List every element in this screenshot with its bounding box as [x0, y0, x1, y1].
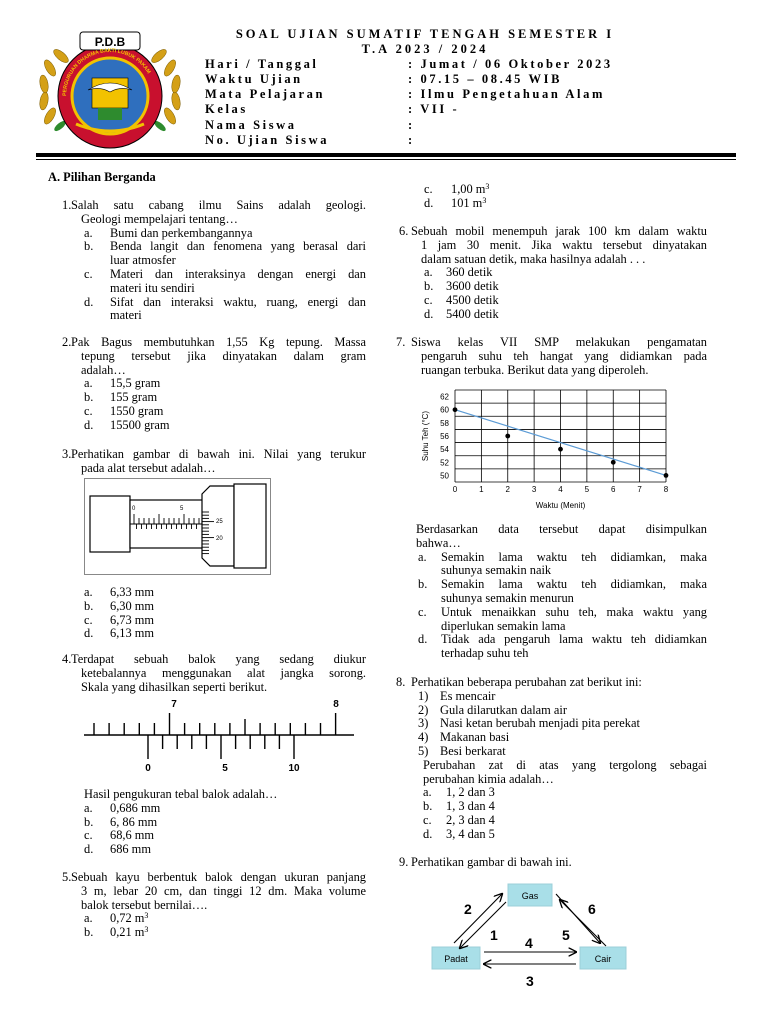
q2-option-1-letter: b.	[84, 390, 94, 405]
q9-text-line-0: Perhatikan gambar di bawah ini.	[411, 855, 572, 869]
q5-option-3-exponent: 3	[482, 195, 487, 205]
chart-y-tick: 56	[440, 432, 449, 441]
q8-after-line-1: perubahan kimia adalah…	[423, 771, 554, 786]
chart-y-tick: 62	[440, 392, 449, 402]
q5-option-1-exponent: 3	[144, 925, 149, 935]
q6-option-2-letter: c.	[424, 293, 433, 307]
label-4: 4	[525, 935, 533, 951]
header-value-1: : 07.15 – 08.45 WIB	[408, 72, 563, 86]
q1-number: 1.	[62, 198, 72, 212]
header-divider-thin	[36, 159, 736, 160]
q7-option-1-line-1: suhunya semakin menurun	[441, 591, 574, 605]
q6-text-line-2: dalam satuan detik, maka hasilnya adalah . . .	[421, 251, 646, 266]
chart-point-3	[611, 460, 616, 465]
vernier-label-10: 10	[288, 763, 300, 774]
chart-x-tick: 8	[663, 485, 669, 494]
q4-option-3-letter: d.	[84, 842, 94, 857]
q7-after-line-1: bahwa…	[416, 535, 461, 550]
q5-option-1-letter: b.	[84, 925, 94, 940]
q8-item-0-number: 1)	[418, 688, 429, 703]
q5-option-3-value: 101 m	[451, 195, 483, 210]
q2-option-2-text: 1550 gram	[110, 404, 164, 418]
q7-text-line-1: pengaruh suhu teh hangat yang didiamkan pada	[421, 348, 707, 363]
chart-y-label: Suhu Teh (°C)	[421, 410, 430, 462]
q9-number: 9.	[399, 855, 409, 869]
q3-option-3-text: 6,13 mm	[110, 626, 155, 641]
chart-point-0	[453, 407, 458, 412]
main-scale-label-7: 7	[171, 699, 177, 710]
q7-option-2-line-1: diperlukan semakin lama	[441, 618, 566, 633]
chart-x-tick: 0	[452, 485, 458, 494]
q3-option-1-text: 6,30 mm	[110, 598, 155, 613]
q1-option-3-line-0: Sifat dan interaksi waktu, ruang, energi dan	[110, 294, 366, 309]
q1-option-0-line-0: Bumi dan perkembangannya	[110, 225, 253, 240]
logo-text: P.D.B	[94, 35, 126, 49]
q6-number: 6.	[399, 224, 409, 238]
header-label-3: Kelas	[205, 102, 248, 116]
liquid-label: Cair	[594, 954, 612, 964]
header-label-4: Nama Siswa	[205, 118, 297, 132]
q6-option-0-letter: a.	[424, 265, 433, 280]
chart-point-4	[664, 473, 669, 478]
q5-number: 5.	[62, 870, 72, 884]
q7-option-2-line-0: Untuk menaikkan suhu teh, maka waktu yang	[441, 604, 707, 619]
q7-option-1-line-0: Semakin lama waktu teh didiamkan, maka	[441, 577, 707, 592]
q2-option-1-text: 155 gram	[110, 390, 158, 405]
chart-y-tick: 60	[440, 405, 449, 415]
q8-option-0-letter: a.	[423, 785, 432, 800]
q8-number: 8.	[396, 675, 406, 689]
header-value-2: : Ilmu Pengetahuan Alam	[408, 87, 605, 101]
q4-option-0-letter: a.	[84, 800, 93, 815]
q1-option-3-line-1: materi	[110, 308, 142, 323]
q8-item-4-number: 5)	[418, 744, 429, 758]
q5-option-2-letter: c.	[424, 182, 433, 196]
q4-text-line-0: Terdapat sebuah balok yang sedang diukur	[71, 652, 366, 666]
q1-text-line-0: Salah satu cabang ilmu Sains adalah geologi.	[71, 198, 366, 212]
q2-option-2-letter: c.	[84, 404, 93, 418]
q2-option-3-text: 15500 gram	[110, 417, 170, 432]
q8-item-2-number: 3)	[418, 716, 429, 731]
q1-option-2-line-0: Materi dan interaksinya dengan energi dan	[110, 267, 366, 281]
q2-text-line-0: Pak Bagus membutuhkan 1,55 Kg tepung. Massa	[71, 335, 366, 349]
q5-option-0-text	[110, 912, 148, 926]
q8-item-0-text: Es mencair	[440, 688, 496, 703]
chart-y-tick: 50	[440, 471, 449, 481]
q7-option-0-letter: a.	[418, 549, 427, 564]
q3-option-0-text: 6,33 mm	[110, 585, 155, 599]
q8-after-line-0: Perubahan zat di atas yang tergolong sebagai	[423, 757, 707, 772]
chart-x-tick: 2	[505, 485, 510, 494]
micrometer-label-25: 25	[216, 519, 223, 525]
q8-option-3-letter: d.	[423, 826, 433, 841]
q7-option-1-letter: b.	[418, 577, 428, 592]
chart-y-tick: 58	[440, 418, 449, 428]
q3-text-line-1: pada alat tersebut adalah…	[81, 460, 216, 475]
chart-y-tick: 52	[440, 458, 449, 468]
vernier-caliper-figure	[84, 697, 354, 775]
q5-text-line-1: 3 m, lebar 20 cm, dan tinggi 12 dm. Maka volume	[81, 883, 366, 898]
logo-ring-text: PERGURUAN DHARMA BAKTI LUBUK PAKAM	[61, 47, 152, 97]
q7-text-line-2: ruangan terbuka. Berikut data yang diperoleh.	[421, 362, 649, 377]
q3-option-2-text: 6,73 mm	[110, 612, 155, 627]
q6-option-3-text: 5400 detik	[446, 306, 499, 321]
q3-number: 3.	[62, 447, 72, 461]
q5-option-2-value: 1,00 m	[451, 182, 486, 196]
header-value-3: : VII -	[408, 102, 460, 116]
header-label-5: No. Ujian Siswa	[205, 133, 330, 147]
q8-option-3-text: 3, 4 dan 5	[446, 826, 495, 841]
q7-option-0-line-0: Semakin lama waktu teh didiamkan, maka	[441, 549, 707, 564]
vernier-label-0: 0	[145, 763, 151, 774]
q8-option-1-text: 1, 3 dan 4	[446, 799, 495, 814]
q4-option-2-letter: c.	[84, 828, 93, 843]
main-scale-label-8: 8	[333, 699, 339, 710]
q2-option-0-text: 15,5 gram	[110, 376, 161, 391]
q5-option-1-text	[110, 926, 148, 940]
chart-x-label: Waktu (Menit)	[535, 501, 586, 510]
q4-option-1-text: 6, 86 mm	[110, 814, 158, 829]
q7-text-line-0: Siswa kelas VII SMP melakukan pengamatan	[411, 335, 707, 349]
q8-item-4-text: Besi berkarat	[440, 744, 506, 758]
q6-option-3-letter: d.	[424, 306, 434, 321]
q6-option-2-text: 4500 detik	[446, 293, 499, 307]
q8-item-2-text: Nasi ketan berubah menjadi pita perekat	[440, 716, 640, 731]
header-label-0: Hari / Tanggal	[205, 57, 319, 71]
chart-x-tick: 3	[531, 485, 537, 494]
chart-x-tick: 6	[611, 485, 616, 494]
q8-item-3-text: Makanan basi	[440, 730, 510, 745]
q1-option-1-line-1: luar atmosfer	[110, 253, 176, 268]
q8-option-0-text: 1, 2 dan 3	[446, 785, 495, 800]
q5-option-0-value: 0,72 m	[110, 911, 145, 926]
q4-number: 4.	[62, 652, 72, 666]
label-5: 5	[562, 927, 570, 943]
q1-text-line-1: Geologi mempelajari tentang…	[81, 211, 238, 226]
micrometer-label-5: 5	[180, 506, 184, 512]
q8-text-line-0: Perhatikan beberapa perubahan zat berikut ini:	[411, 675, 642, 689]
q7-option-3-line-1: terhadap suhu teh	[441, 646, 529, 661]
header-label-1: Waktu Ujian	[205, 72, 303, 86]
header-value-4: :	[408, 118, 415, 132]
q1-option-1-line-0: Benda langit dan fenomena yang berasal dari	[110, 239, 366, 254]
q1-option-0-letter: a.	[84, 225, 93, 240]
q8-item-1-text: Gula dilarutkan dalam air	[440, 702, 567, 717]
micrometer-label-0: 0	[132, 506, 136, 512]
label-2: 2	[464, 901, 472, 917]
chart-x-tick: 5	[584, 485, 590, 494]
q4-text-line-2: Skala yang dihasilkan seperti berikut.	[81, 679, 268, 694]
micrometer-figure	[84, 478, 271, 575]
label-6: 6	[588, 901, 596, 917]
q7-option-3-line-0: Tidak ada pengaruh lama waktu teh didiamkan	[441, 632, 707, 647]
q3-option-2-letter: c.	[84, 612, 93, 627]
q7-option-2-letter: c.	[418, 604, 427, 619]
q8-item-3-number: 4)	[418, 730, 429, 745]
q2-number: 2.	[62, 335, 72, 349]
q3-option-3-letter: d.	[84, 626, 94, 641]
q6-option-1-letter: b.	[424, 279, 434, 294]
q7-option-0-line-1: suhunya semakin naik	[441, 563, 552, 578]
q2-option-0-letter: a.	[84, 376, 93, 391]
q8-item-1-number: 2)	[418, 702, 429, 717]
q8-option-2-text: 2, 3 dan 4	[446, 813, 495, 827]
q7-after-line-0: Berdasarkan data tersebut dapat disimpulkan	[416, 522, 707, 536]
chart-point-2	[558, 447, 563, 452]
q8-option-2-letter: c.	[423, 813, 432, 827]
solid-label: Padat	[444, 954, 468, 964]
section-title: A. Pilihan Berganda	[48, 170, 156, 184]
q4-result-line: Hasil pengukuran tebal balok adalah…	[84, 787, 278, 801]
q2-text-line-2: adalah…	[81, 362, 126, 377]
phase-change-diagram	[428, 880, 638, 992]
header-value-0: : Jumat / 06 Oktober 2023	[408, 57, 613, 71]
q5-text-line-2: balok tersebut bernilai….	[81, 897, 208, 912]
micrometer-label-20: 20	[216, 536, 223, 542]
q5-option-0-letter: a.	[84, 911, 93, 926]
q5-option-1-value: 0,21 m	[110, 925, 145, 940]
q4-option-0-text: 0,686 mm	[110, 800, 161, 815]
chart-x-tick: 1	[479, 485, 484, 494]
q6-option-1-text: 3600 detik	[446, 279, 499, 294]
header-divider-thick	[36, 153, 736, 157]
q1-option-3-letter: d.	[84, 294, 94, 309]
label-3: 3	[526, 973, 534, 989]
q2-text-line-1: tepung tersebut jika dinyatakan dalam gram	[81, 348, 366, 363]
header-value-5: :	[408, 133, 415, 147]
q4-text-line-1: ketebalannya menggunakan alat jangka sorong.	[81, 665, 366, 680]
academic-year: T.A 2023 / 2024	[361, 42, 489, 56]
chart-y-tick: 54	[440, 445, 449, 455]
q3-text-line-0: Perhatikan gambar di bawah ini. Nilai yang terukur	[71, 447, 366, 461]
label-1: 1	[490, 927, 498, 943]
q4-option-2-text: 68,6 mm	[110, 828, 155, 843]
q5-option-3-text	[451, 197, 486, 211]
q3-option-1-letter: b.	[84, 598, 94, 613]
q2-option-3-letter: d.	[84, 417, 94, 432]
header-label-2: Mata Pelajaran	[205, 87, 326, 101]
gas-label: Gas	[521, 891, 539, 901]
q6-text-line-0: Sebuah mobil menempuh jarak 100 km dalam waktu	[411, 224, 707, 238]
q7-option-3-letter: d.	[418, 632, 428, 647]
q6-option-0-text: 360 detik	[446, 265, 493, 280]
exam-title: SOAL UJIAN SUMATIF TENGAH SEMESTER I	[235, 27, 615, 41]
q5-option-0-exponent: 3	[144, 911, 149, 921]
q3-option-0-letter: a.	[84, 585, 93, 599]
chart-x-tick: 7	[637, 485, 642, 494]
q1-option-1-letter: b.	[84, 239, 94, 254]
q5-option-3-letter: d.	[424, 195, 434, 210]
q1-option-2-line-1: materi itu sendiri	[110, 280, 195, 295]
q4-option-3-text: 686 mm	[110, 842, 151, 857]
temperature-chart	[418, 386, 674, 512]
q5-option-2-text	[451, 183, 489, 197]
q5-text-line-0: Sebuah kayu berbentuk balok dengan ukuran panjang	[71, 870, 366, 884]
q7-number: 7.	[396, 335, 406, 349]
q4-option-1-letter: b.	[84, 814, 94, 829]
q5-option-2-exponent: 3	[485, 182, 490, 191]
school-logo	[36, 26, 184, 154]
q1-option-2-letter: c.	[84, 267, 93, 281]
chart-x-tick: 4	[558, 485, 563, 494]
vernier-label-5: 5	[222, 763, 228, 774]
q6-text-line-1: 1 jam 30 menit. Jika waktu tersebut dinyatakan	[421, 237, 707, 252]
chart-point-1	[505, 434, 510, 439]
q8-option-1-letter: b.	[423, 799, 433, 814]
